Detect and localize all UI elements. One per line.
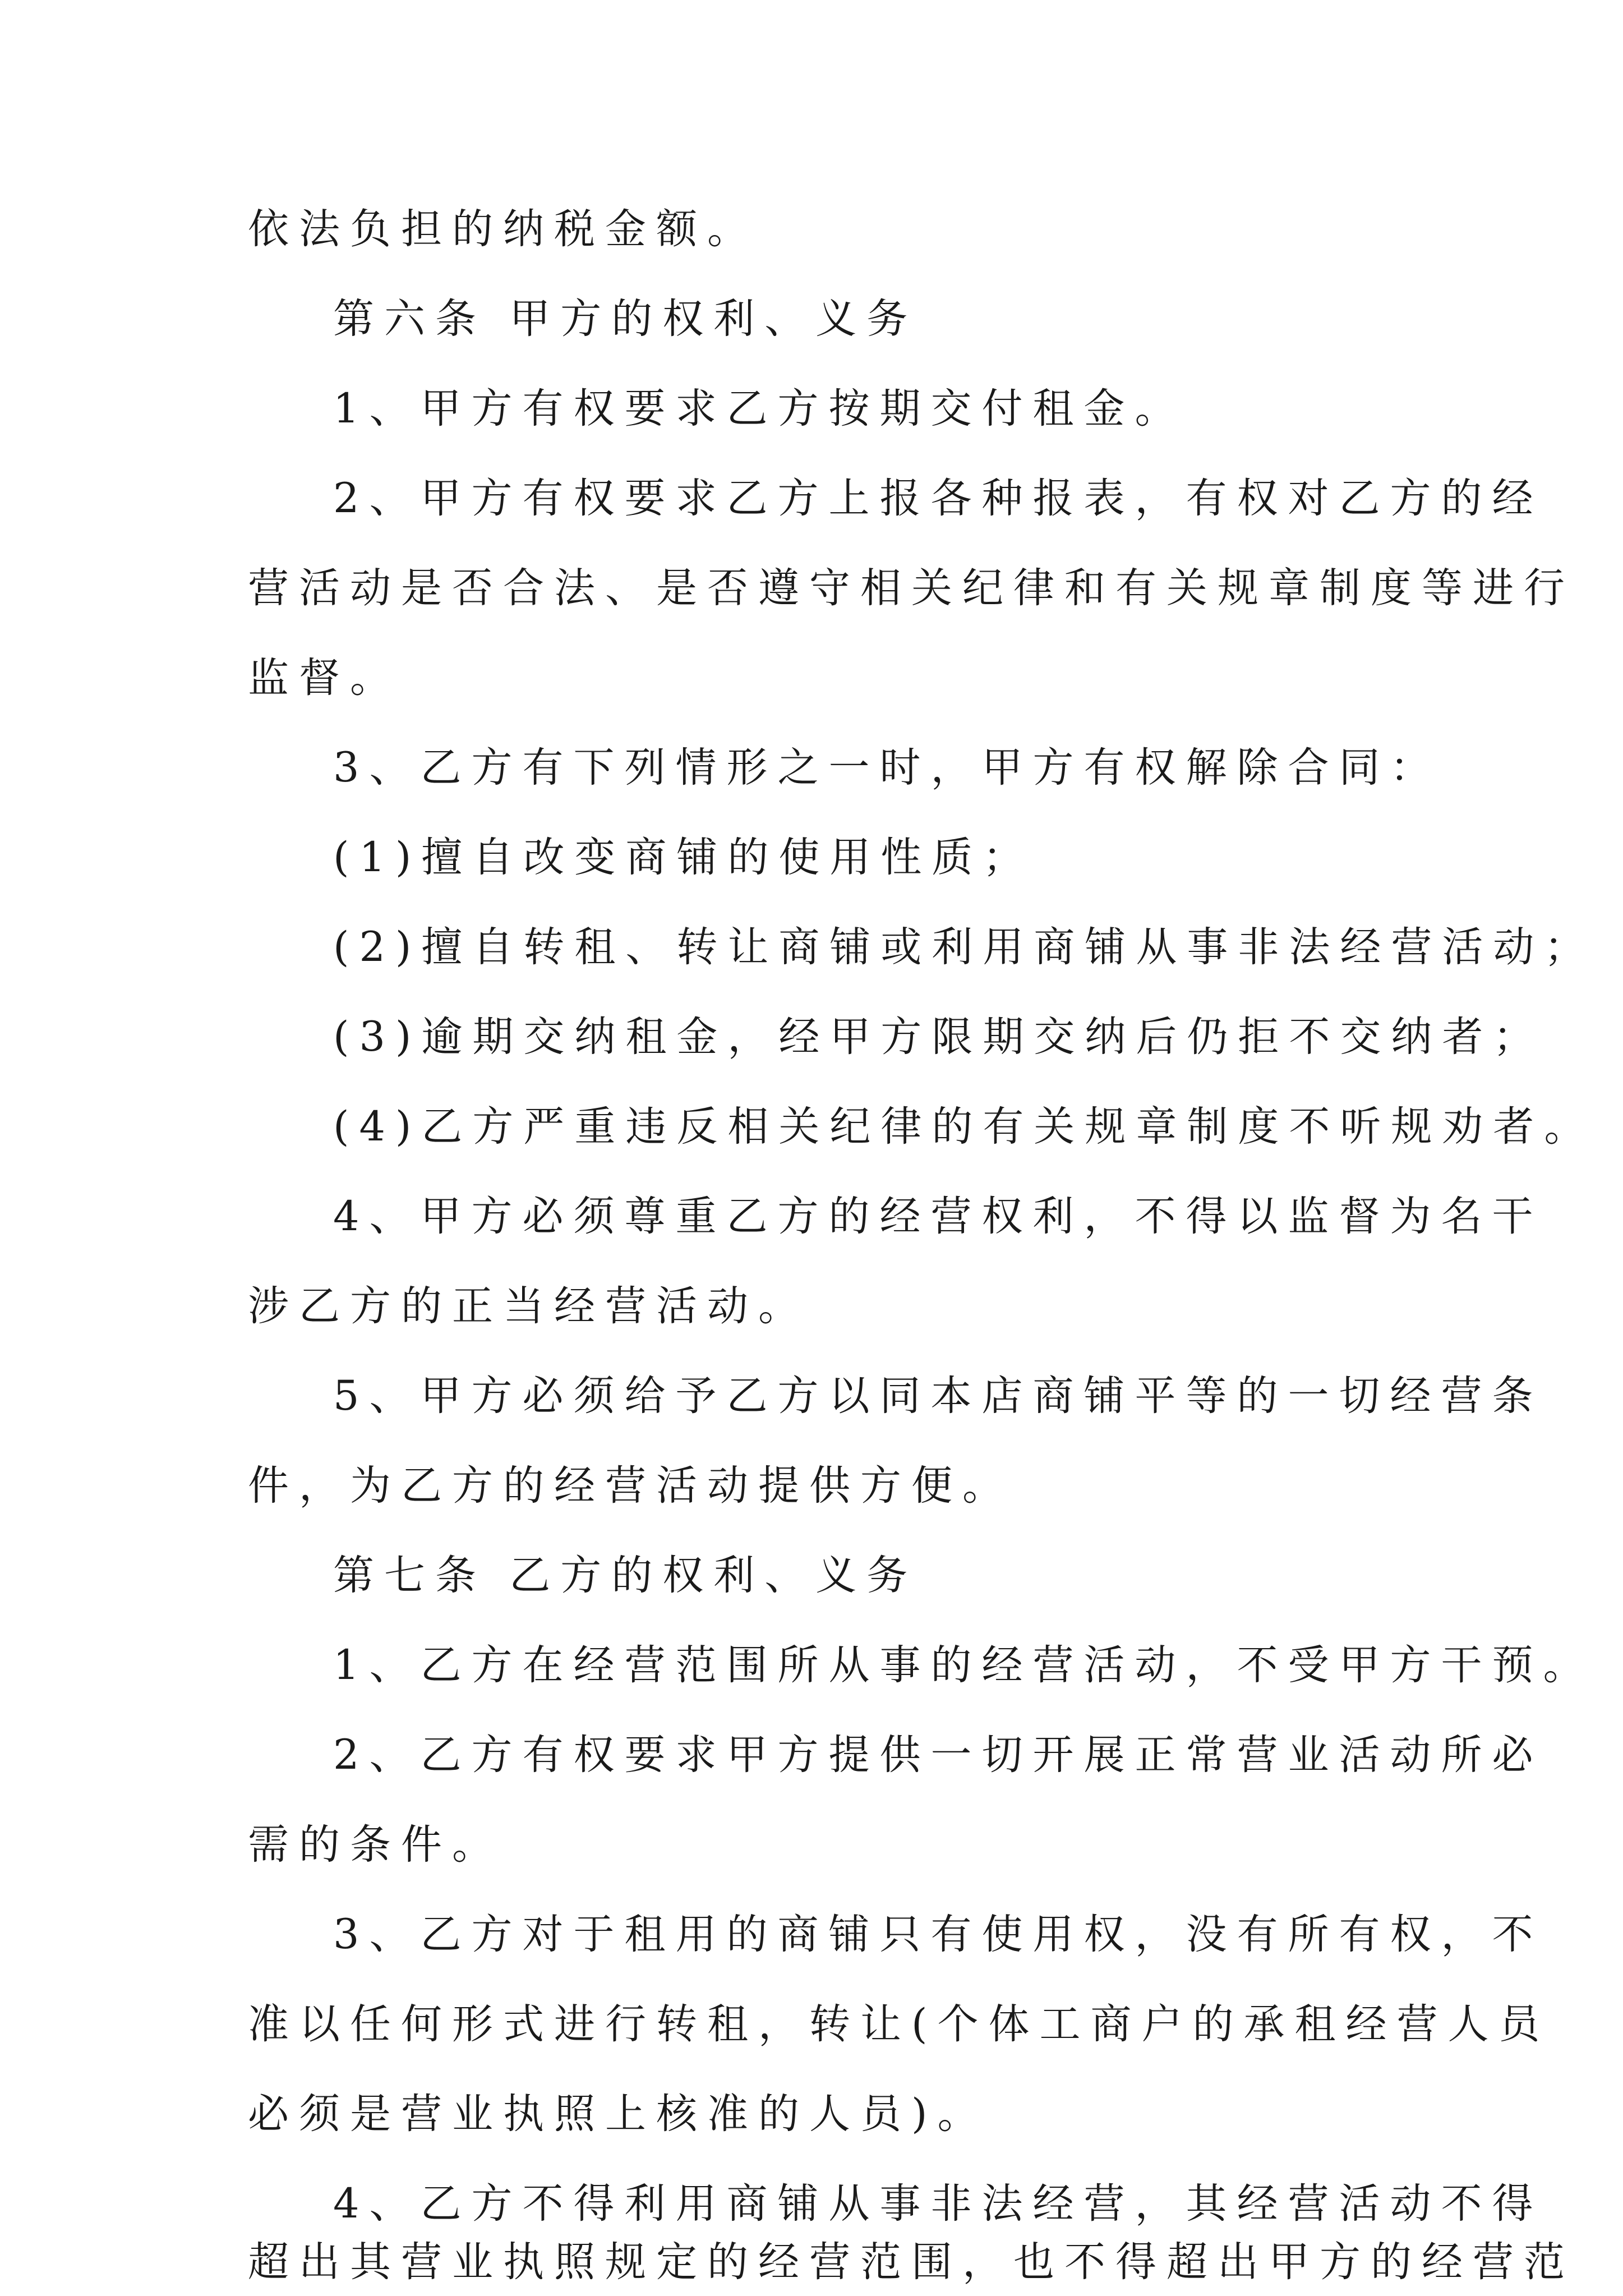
list-item: (4)乙方严重违反相关纪律的有关规章制度不听规劝者。	[333, 1103, 1596, 1151]
text-line: 1、甲方有权要求乙方按期交付租金。	[333, 385, 1186, 432]
list-item: (2)擅自转租、转让商铺或利用商铺从事非法经营活动；	[333, 923, 1596, 971]
text-line: 监督。	[248, 654, 401, 702]
text-line: 3、乙方有下列情形之一时，甲方有权解除合同：	[333, 744, 1441, 792]
text-line: 5、甲方必须给予乙方以同本店商铺平等的一切经营条	[333, 1372, 1543, 1420]
text-line: 准以任何形式进行转租，转让(个体工商户的承租经营人员	[248, 2000, 1550, 2048]
text-line: 2、乙方有权要求甲方提供一切开展正常营业活动所必	[333, 1731, 1543, 1779]
list-item: (1)擅自改变商铺的使用性质；	[333, 834, 1034, 881]
text-line: 件，为乙方的经营活动提供方便。	[248, 1462, 1013, 1510]
text-line: 涉乙方的正当经营活动。	[248, 1282, 809, 1330]
section-heading: 第七条 乙方的权利、义务	[333, 1552, 918, 1599]
text-line: 超出其营业执照规定的经营范围，也不得超出甲方的经营范	[248, 2238, 1575, 2286]
list-item: (3)逾期交纳租金，经甲方限期交纳后仍拒不交纳者；	[333, 1013, 1544, 1061]
text-line: 4、甲方必须尊重乙方的经营权利，不得以监督为名干	[333, 1193, 1543, 1240]
section-heading: 第六条 甲方的权利、义务	[333, 295, 918, 343]
text-line: 需的条件。	[248, 1821, 503, 1869]
text-line: 1、乙方在经营范围所从事的经营活动，不受甲方干预。	[333, 1641, 1594, 1689]
text-line: 4、乙方不得利用商铺从事非法经营，其经营活动不得	[333, 2180, 1543, 2228]
text-line: 3、乙方对于租用的商铺只有使用权，没有所有权，不	[333, 1911, 1543, 1958]
text-line: 营活动是否合法、是否遵守相关纪律和有关规章制度等进行	[248, 564, 1575, 612]
text-line: 必须是营业执照上核准的人员)。	[248, 2090, 989, 2138]
text-line: 依法负担的纳税金额。	[248, 205, 758, 253]
text-line: 2、甲方有权要求乙方上报各种报表，有权对乙方的经	[333, 475, 1543, 522]
